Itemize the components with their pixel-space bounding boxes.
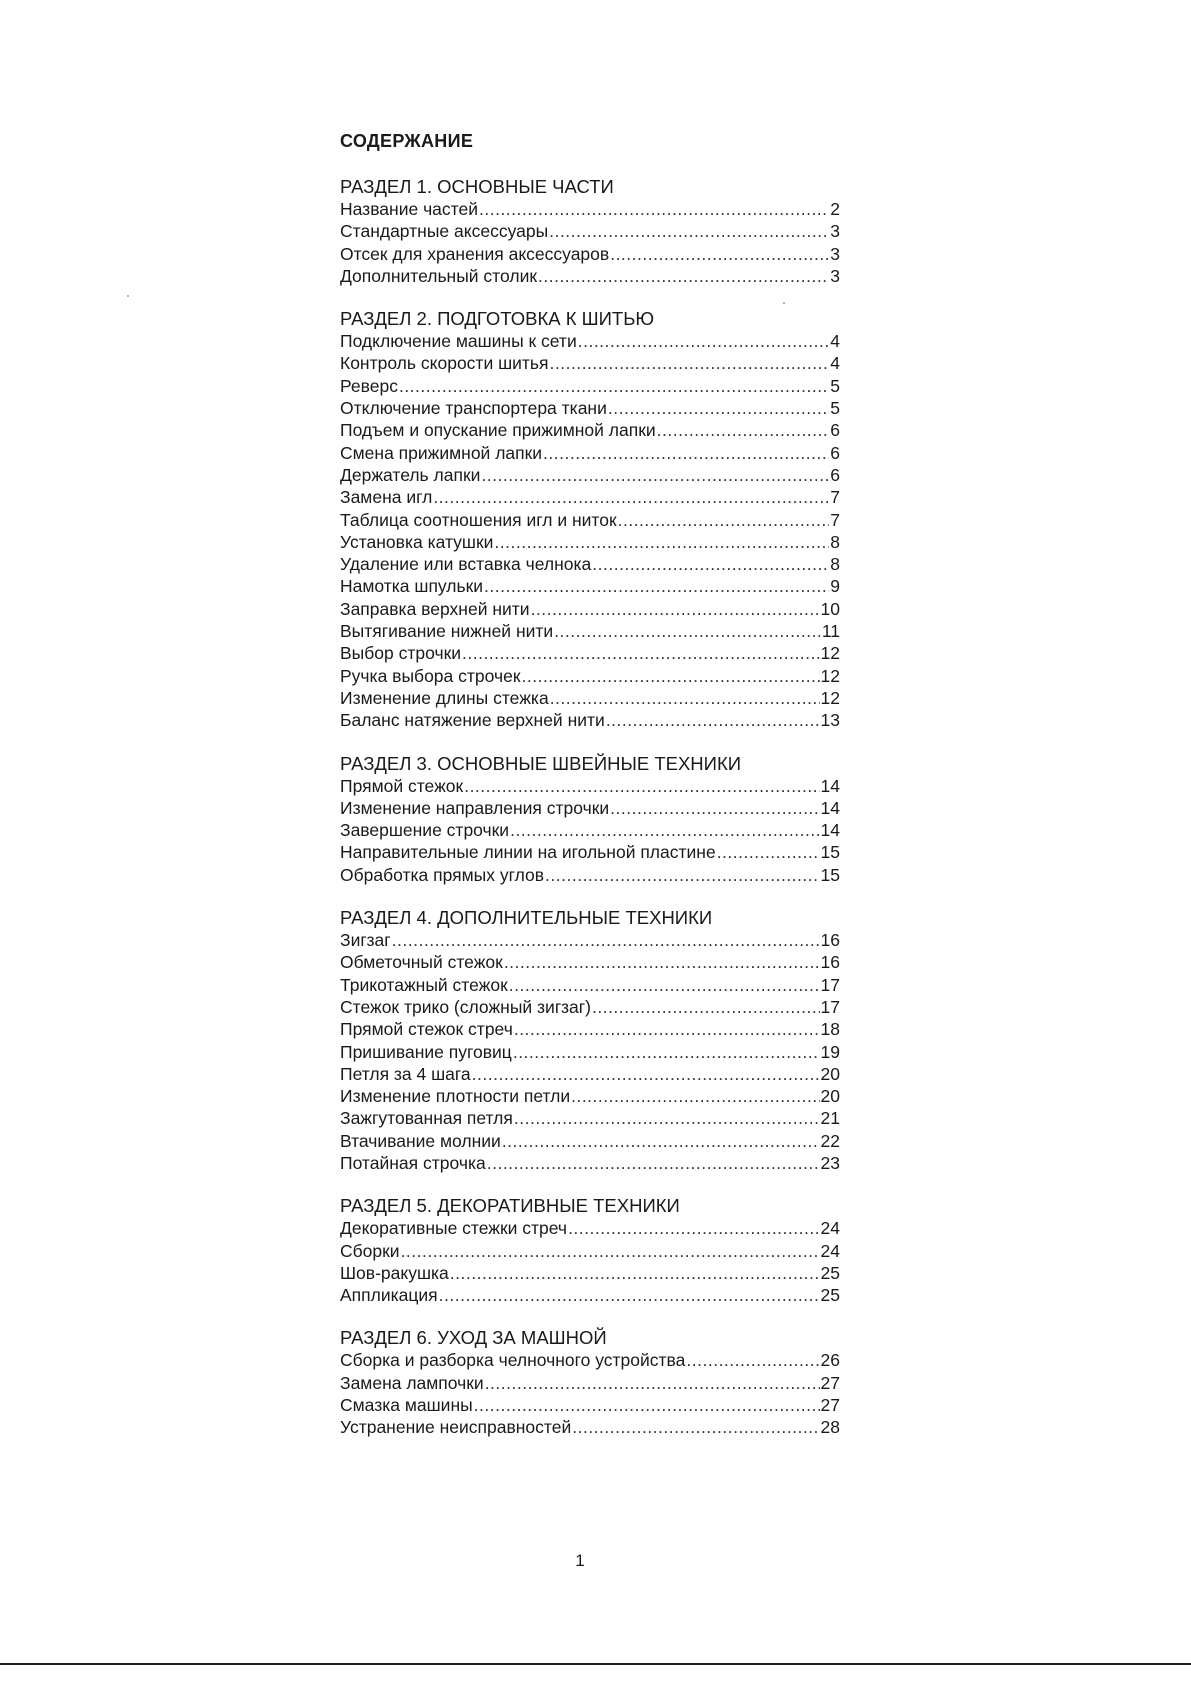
toc-entry[interactable] bbox=[340, 330, 840, 352]
dot-leader bbox=[717, 841, 820, 863]
toc-entry-label: Замена игл bbox=[340, 487, 433, 508]
dot-leader bbox=[509, 974, 820, 996]
dot-leader bbox=[571, 1085, 819, 1107]
toc-entry[interactable] bbox=[340, 951, 840, 973]
toc-entry-label: Дополнительный столик bbox=[340, 265, 537, 286]
toc-entry-page: 16 bbox=[820, 930, 840, 951]
section-heading: РАЗДЕЛ 3. ОСНОВНЫЕ ШВЕЙНЫЕ ТЕХНИКИ bbox=[340, 752, 742, 774]
toc-entry[interactable] bbox=[340, 220, 840, 242]
dot-leader bbox=[554, 620, 821, 642]
toc-entry-page: 6 bbox=[830, 420, 840, 441]
dot-leader bbox=[608, 397, 829, 419]
toc-entry-label: Зажгутованная петля bbox=[340, 1108, 513, 1129]
toc-entry-page: 27 bbox=[820, 1372, 840, 1393]
toc-entry-label: Декоративные стежки стреч bbox=[340, 1218, 568, 1239]
toc-entry-page: 3 bbox=[830, 265, 840, 286]
toc-entry-page: 7 bbox=[830, 509, 840, 530]
toc-entry-page: 10 bbox=[820, 598, 840, 619]
toc-entry-page: 5 bbox=[830, 375, 840, 396]
toc-entry-label: Прямой стежок bbox=[340, 775, 464, 796]
toc-entry-label: Отсек для хранения аксессуаров bbox=[340, 243, 610, 264]
toc-entry-page: 11 bbox=[821, 621, 840, 642]
toc-entry[interactable] bbox=[340, 265, 840, 287]
dot-leader bbox=[439, 1284, 820, 1306]
toc-entry-label: Подключение машины к сети bbox=[340, 331, 577, 352]
toc-entry-page: 28 bbox=[820, 1417, 840, 1438]
toc-entry-label: Смена прижимной лапки bbox=[340, 442, 543, 463]
toc-section bbox=[340, 753, 840, 886]
toc-entry[interactable] bbox=[340, 1217, 840, 1239]
section-heading: РАЗДЕЛ 1. ОСНОВНЫЕ ЧАСТИ bbox=[340, 176, 614, 197]
dot-leader bbox=[550, 352, 830, 374]
toc-entry[interactable] bbox=[340, 352, 840, 374]
toc-entry[interactable] bbox=[340, 1107, 840, 1129]
toc-entry[interactable] bbox=[340, 1041, 840, 1063]
dot-leader bbox=[513, 1041, 820, 1063]
toc-entry-page: 20 bbox=[820, 1086, 840, 1107]
toc-section bbox=[340, 907, 840, 1174]
toc-entry-label: Изменение длины стежка bbox=[340, 687, 549, 708]
toc-entry[interactable] bbox=[340, 598, 840, 620]
toc-entry-label: Замена лампочки bbox=[340, 1372, 484, 1393]
toc-entry[interactable] bbox=[340, 929, 840, 951]
dot-leader bbox=[401, 1240, 820, 1262]
toc-entry[interactable] bbox=[340, 1416, 840, 1438]
toc-entry-page: 14 bbox=[820, 820, 840, 841]
toc-entry[interactable] bbox=[340, 775, 840, 797]
dot-leader bbox=[464, 775, 819, 797]
toc-entry[interactable] bbox=[340, 397, 840, 419]
toc-entry-label: Обметочный стежок bbox=[340, 952, 503, 973]
toc-entry-page: 15 bbox=[820, 864, 840, 885]
toc-entry[interactable] bbox=[340, 841, 840, 863]
dot-leader bbox=[686, 1349, 819, 1371]
toc-entry-page: 5 bbox=[830, 398, 840, 419]
toc-entry[interactable] bbox=[340, 974, 840, 996]
toc-entry[interactable] bbox=[340, 1394, 840, 1416]
toc-entry[interactable] bbox=[340, 709, 840, 731]
toc-entry-page: 17 bbox=[820, 974, 840, 995]
toc-entry-page: 17 bbox=[820, 996, 840, 1017]
dot-leader bbox=[479, 198, 829, 220]
toc-entry-label: Направительные линии на игольной пластине bbox=[340, 842, 716, 863]
toc-entry[interactable] bbox=[340, 1284, 840, 1306]
toc-entry-page: 8 bbox=[830, 554, 840, 575]
toc-entry-label: Прямой стежок стреч bbox=[340, 1019, 513, 1040]
toc-entry-label: Аппликация bbox=[340, 1285, 438, 1306]
toc-entry-label: Заправка верхней нити bbox=[340, 598, 530, 619]
toc-entry-label: Трикотажный стежок bbox=[340, 974, 508, 995]
toc-entry-label: Устранение неисправностей bbox=[340, 1417, 572, 1438]
toc-entry[interactable] bbox=[340, 531, 840, 553]
toc-entry-label: Удаление или вставка челнока bbox=[340, 554, 592, 575]
toc-entry-label: Название частей bbox=[340, 199, 478, 219]
toc-entry-page: 12 bbox=[820, 643, 840, 664]
toc-entry-label: Обработка прямых углов bbox=[340, 864, 545, 885]
toc-entry-page: 24 bbox=[820, 1240, 840, 1261]
toc-entry-page: 3 bbox=[830, 243, 840, 264]
dot-leader bbox=[549, 220, 829, 242]
toc-entry-label: Выбор строчки bbox=[340, 643, 461, 664]
toc-section bbox=[340, 1195, 840, 1306]
toc-entry-label: Баланс натяжение верхней нити bbox=[340, 710, 605, 731]
toc-entry-label: Смазка машины bbox=[340, 1395, 473, 1416]
toc-entry-page: 7 bbox=[830, 487, 840, 508]
toc-entry[interactable] bbox=[340, 575, 840, 597]
dot-leader bbox=[481, 464, 829, 486]
toc-entry-label: Петля за 4 шага bbox=[340, 1063, 471, 1084]
toc-entry-page: 24 bbox=[820, 1218, 840, 1239]
dot-leader bbox=[522, 665, 820, 687]
toc-entry-label: Таблица соотношения игл и ниток bbox=[340, 509, 617, 530]
toc-entry-label: Стежок трико (сложный зигзаг) bbox=[340, 996, 591, 1017]
toc-entry-page: 12 bbox=[820, 665, 840, 686]
toc-entry[interactable] bbox=[340, 1240, 840, 1262]
dot-leader bbox=[610, 797, 819, 819]
toc-entry-label: Шов-ракушка bbox=[340, 1262, 449, 1283]
toc-entry-label: Реверс bbox=[340, 375, 398, 396]
toc-sections bbox=[340, 176, 840, 1439]
toc-entry-page: 8 bbox=[830, 531, 840, 552]
toc-entry-page: 15 bbox=[820, 842, 840, 863]
toc-entry[interactable] bbox=[340, 1262, 840, 1284]
dot-leader bbox=[531, 598, 820, 620]
toc-entry-label: Вытягивание нижней нити bbox=[340, 621, 554, 642]
dot-leader bbox=[462, 642, 820, 664]
toc-entry[interactable] bbox=[340, 1349, 840, 1371]
toc-title: СОДЕРЖАНИЕ bbox=[340, 131, 474, 151]
toc-entry-label: Держатель лапки bbox=[340, 464, 481, 485]
toc-section bbox=[340, 176, 840, 287]
dot-leader bbox=[543, 442, 829, 464]
dot-leader bbox=[618, 509, 830, 531]
toc-entry-page: 12 bbox=[820, 687, 840, 708]
toc-entry[interactable] bbox=[340, 1372, 840, 1394]
toc-entry-page: 25 bbox=[820, 1285, 840, 1306]
toc-entry-label: Подъем и опускание прижимной лапки bbox=[340, 420, 656, 441]
toc-entry-label: Зигзаг bbox=[340, 930, 391, 951]
toc-entry-label: Завершение строчки bbox=[340, 820, 510, 841]
toc-entry[interactable] bbox=[340, 797, 840, 819]
toc-entry-page: 6 bbox=[830, 442, 840, 463]
dot-leader bbox=[487, 1152, 820, 1174]
toc-entry-page: 14 bbox=[820, 775, 840, 796]
dot-leader bbox=[392, 929, 820, 951]
dot-leader bbox=[433, 486, 829, 508]
toc-entry-page: 13 bbox=[820, 710, 840, 731]
dot-leader bbox=[494, 531, 829, 553]
dot-leader bbox=[657, 419, 830, 441]
toc-entry-page: 14 bbox=[820, 797, 840, 818]
dot-leader bbox=[568, 1217, 819, 1239]
dot-leader bbox=[514, 1107, 820, 1129]
dot-leader bbox=[538, 265, 829, 287]
toc-entry[interactable] bbox=[340, 687, 840, 709]
toc-section bbox=[340, 1327, 840, 1438]
toc-entry[interactable] bbox=[340, 620, 840, 642]
toc-entry-label: Сборки bbox=[340, 1240, 400, 1261]
toc-entry[interactable] bbox=[340, 1018, 840, 1040]
toc-entry-label: Потайная строчка bbox=[340, 1152, 486, 1173]
section-heading: РАЗДЕЛ 4. ДОПОЛНИТЕЛЬНЫЕ ТЕХНИКИ bbox=[340, 907, 713, 929]
toc-entry[interactable] bbox=[340, 486, 840, 508]
toc-entry[interactable] bbox=[340, 642, 840, 664]
dot-leader bbox=[606, 709, 820, 731]
toc-entry-page: 21 bbox=[820, 1108, 840, 1129]
toc-section bbox=[340, 308, 840, 731]
toc-entry[interactable] bbox=[340, 665, 840, 687]
toc-entry[interactable] bbox=[340, 442, 840, 464]
dot-leader bbox=[485, 1372, 820, 1394]
dot-leader bbox=[472, 1063, 820, 1085]
toc-entry-page: 26 bbox=[820, 1350, 840, 1371]
dot-leader bbox=[450, 1262, 820, 1284]
page-number: 1 bbox=[575, 1551, 585, 1570]
dot-leader bbox=[592, 553, 829, 575]
dot-leader bbox=[399, 375, 829, 397]
toc-entry-label: Втачивание молнии bbox=[340, 1130, 501, 1151]
toc-entry-page: 22 bbox=[820, 1130, 840, 1151]
toc-entry-page: 23 bbox=[820, 1152, 840, 1173]
toc-entry[interactable] bbox=[340, 1063, 840, 1085]
toc-entry-label: Ручка выбора строчек bbox=[340, 665, 521, 686]
toc-entry[interactable] bbox=[340, 996, 840, 1018]
toc-entry-page: 27 bbox=[820, 1395, 840, 1416]
toc-entry-page: 4 bbox=[830, 353, 840, 374]
dot-leader bbox=[550, 687, 820, 709]
toc-entry-label: Пришивание пуговиц bbox=[340, 1041, 512, 1062]
footer-rule bbox=[0, 1663, 1191, 1665]
toc-entry-label: Изменение плотности петли bbox=[340, 1086, 571, 1107]
toc-entry-page: 18 bbox=[820, 1019, 840, 1040]
toc-entry[interactable] bbox=[340, 1152, 840, 1174]
toc-entry-page: 3 bbox=[830, 221, 840, 242]
toc-entry[interactable] bbox=[340, 419, 840, 441]
table-of-contents bbox=[340, 130, 840, 1460]
dot-leader bbox=[484, 575, 829, 597]
toc-entry[interactable] bbox=[340, 375, 840, 397]
scan-speck bbox=[783, 302, 785, 304]
dot-leader bbox=[514, 1018, 820, 1040]
toc-entry[interactable] bbox=[340, 1130, 840, 1152]
dot-leader bbox=[474, 1394, 820, 1416]
dot-leader bbox=[502, 1130, 820, 1152]
toc-entry-label: Намотка шпульки bbox=[340, 576, 484, 597]
toc-entry-label: Стандартные аксессуары bbox=[340, 221, 549, 242]
toc-entry-page: 2 bbox=[830, 199, 840, 219]
dot-leader bbox=[510, 819, 819, 841]
dot-leader bbox=[572, 1416, 819, 1438]
section-heading: РАЗДЕЛ 5. ДЕКОРАТИВНЫЕ ТЕХНИКИ bbox=[340, 1195, 680, 1217]
toc-entry-page: 4 bbox=[830, 331, 840, 352]
toc-entry-page: 20 bbox=[820, 1063, 840, 1084]
toc-entry-page: 9 bbox=[830, 576, 840, 597]
toc-entry-label: Установка катушки bbox=[340, 531, 494, 552]
toc-entry[interactable] bbox=[340, 1085, 840, 1107]
toc-entry-page: 6 bbox=[830, 464, 840, 485]
toc-entry[interactable] bbox=[340, 198, 840, 220]
toc-entry-page: 25 bbox=[820, 1262, 840, 1283]
dot-leader bbox=[504, 951, 820, 973]
scan-speck bbox=[127, 295, 129, 297]
toc-entry[interactable] bbox=[340, 819, 840, 841]
toc-entry-page: 19 bbox=[820, 1041, 840, 1062]
toc-entry[interactable] bbox=[340, 864, 840, 886]
toc-entry-label: Сборка и разборка челночного устройства bbox=[340, 1350, 686, 1371]
dot-leader bbox=[592, 996, 820, 1018]
dot-leader bbox=[545, 864, 820, 886]
toc-entry[interactable] bbox=[340, 464, 840, 486]
toc-entry[interactable] bbox=[340, 243, 840, 265]
section-heading: РАЗДЕЛ 2. ПОДГОТОВКА К ШИТЬЮ bbox=[340, 308, 655, 330]
toc-entry-label: Изменение направления строчки bbox=[340, 797, 610, 818]
toc-entry[interactable] bbox=[340, 553, 840, 575]
toc-entry-label: Контроль скорости шитья bbox=[340, 353, 549, 374]
section-heading: РАЗДЕЛ 6. УХОД ЗА МАШНОЙ bbox=[340, 1327, 607, 1349]
dot-leader bbox=[610, 243, 829, 265]
toc-entry-page: 16 bbox=[820, 952, 840, 973]
dot-leader bbox=[578, 330, 830, 352]
toc-entry-label: Отключение транспортера ткани bbox=[340, 398, 607, 419]
toc-entry[interactable] bbox=[340, 509, 840, 531]
